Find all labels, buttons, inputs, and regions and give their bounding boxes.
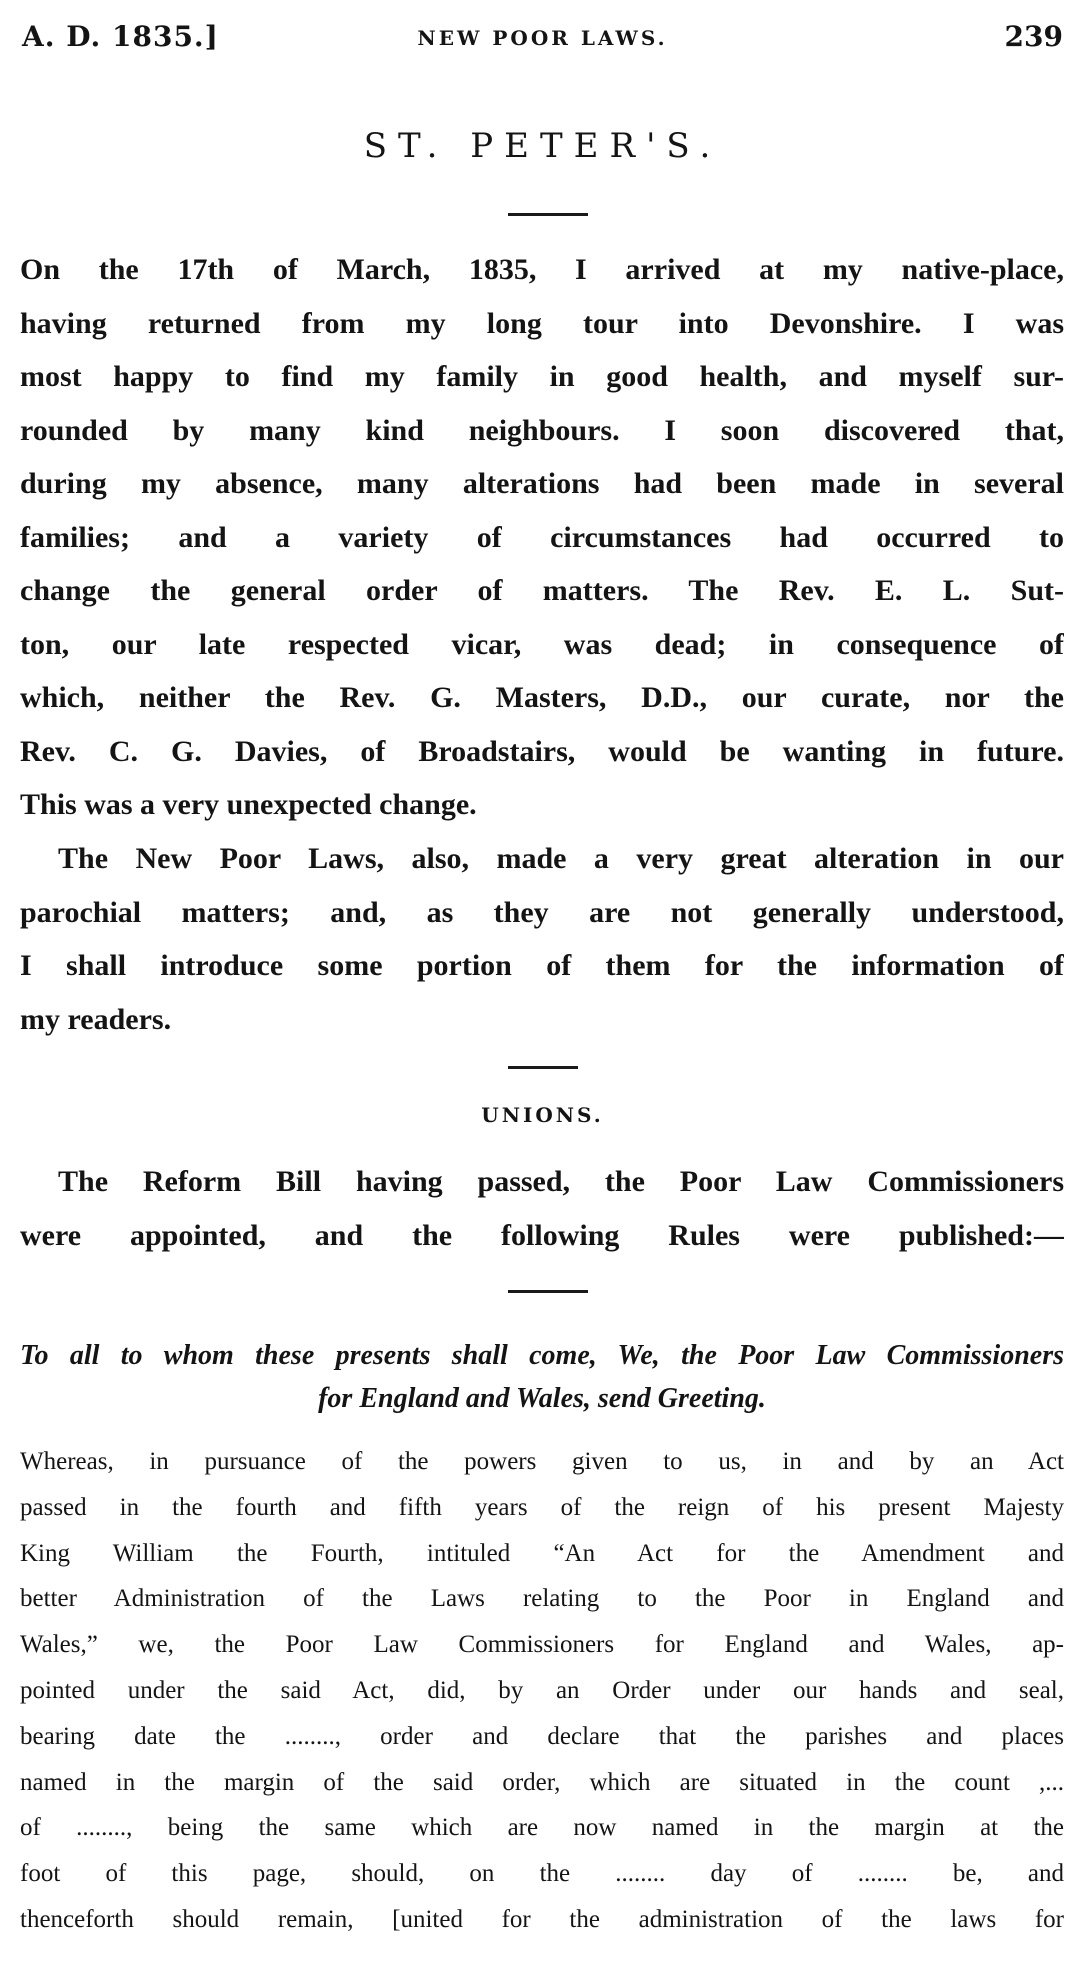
text-line: foot of this page, should, on the ........ day of ........ be, and [20,1860,1064,1888]
section-heading: UNIONS. [481,1103,604,1127]
rules-rule [508,1290,588,1293]
text-line: I shall introduce some portion of them for the information of [20,949,1064,982]
text-line: The New Poor Laws, also, made a very great alteration in our [58,842,1064,875]
text-line: Rev. C. G. Davies, of Broadstairs, would be wanting in future. [20,734,1064,768]
text-line: King William the Fourth, intituled “An Act for the Amendment and [20,1539,1064,1567]
text-line: rounded by many kind neighbours. I soon discovered that, [20,413,1064,447]
paragraph-arrival [20,243,1064,832]
text-line: parochial matters; and, as they are not generally understood, [20,895,1064,929]
text-line: during my absence, many alterations had been made in several [20,467,1064,500]
text-line: Whereas, in pursuance of the powers given to us, in and by an Act [20,1448,1064,1475]
title-rule [508,213,588,216]
text-line: named in the margin of the said order, which are situated in the count ,... [20,1768,1064,1796]
paragraph-poor-laws [20,832,1064,1046]
text-line: bearing date the ........, order and declare that the parishes and places [20,1722,1064,1750]
text-line: which, neither the Rev. G. Masters, D.D., our curate, nor the [20,681,1064,714]
text-line: for England and Wales, send Greeting. [318,1383,766,1414]
text-line: better Administration of the Laws relating to the Poor in England and [20,1585,1064,1613]
running-head-title: NEW POOR LAWS. [417,26,668,50]
text-line: Wales,” we, the Poor Law Commissioners for England and Wales, ap- [20,1631,1064,1659]
text-line: my readers. [20,1002,172,1036]
text-line: On the 17th of March, 1835, I arrived at my native-place, [20,253,1064,286]
text-line: change the general order of matters. The Rev. E. L. Sut- [20,574,1064,607]
page-number: 239 [1004,20,1063,53]
text-line: having returned from my long tour into Devonshire. I was [20,306,1064,340]
proclamation-heading [20,1334,1064,1420]
text-line: This was a very unexpected change. [20,788,477,821]
text-line: ton, our late respected vicar, was dead; in consequence of [20,627,1064,661]
text-line: The Reform Bill having passed, the Poor Law Commissioners [58,1165,1064,1198]
text-line: passed in the fourth and fifth years of the reign of his present Majesty [20,1493,1064,1521]
text-line: were appointed, and the following Rules were published:— [20,1218,1064,1252]
text-line: of ........, being the same which are now named in the margin at the [20,1814,1064,1842]
running-head-date: A. D. 1835.] [22,20,219,53]
text-line: most happy to find my family in good health, and myself sur- [20,360,1064,393]
text-line: pointed under the said Act, did, by an Order under our hands and seal, [20,1676,1064,1704]
text-line: families; and a variety of circumstances had occurred to [20,520,1064,554]
text-line: To all to whom these presents shall come, We, the Poor Law Commissioners [20,1340,1064,1371]
section-rule [508,1066,578,1069]
running-head [0,20,1085,60]
paragraph-reform-bill [20,1155,1064,1262]
text-line: thenceforth should remain, [united for the administration of the laws for [20,1905,1064,1933]
order-text [20,1439,1064,1943]
chapter-title: ST. PETER'S. [363,126,722,166]
